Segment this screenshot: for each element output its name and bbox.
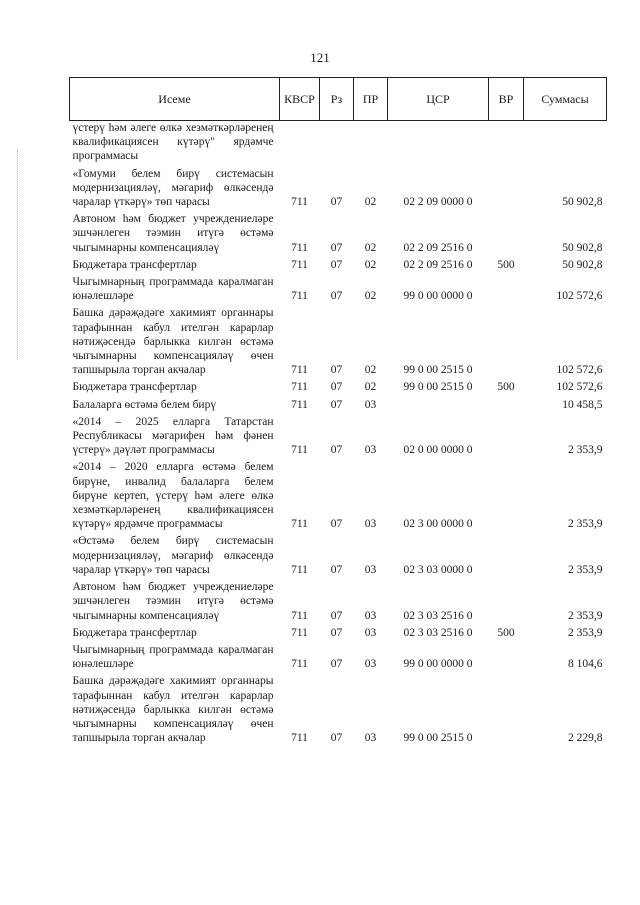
row-csr	[388, 121, 489, 164]
row-rz: 07	[330, 732, 343, 745]
budget-table-wrapper	[69, 77, 606, 745]
row-name: «2014 – 2025 елларга Татарстан Республикасы мәгарифен һәм фәнен үстерү» дәүләт программасы	[72, 415, 274, 457]
row-sum: 2 229,8	[568, 732, 603, 745]
row-name: Автоном һәм бюджет учреждениеләре эшчәнлеген тәэмин итүгә өстәмә чыгымнарны компенсацияләү	[72, 581, 274, 622]
table-row	[70, 255, 607, 272]
row-sum: 2 353,9	[568, 626, 603, 639]
row-vr	[489, 577, 524, 623]
row-pr: 03	[364, 444, 377, 457]
row-name: «Гомуми белем бирү системасын модернизацияләү, мәгариф өлкәсендә чаралар үткәрү» төп чарасы	[72, 167, 274, 209]
row-sum: 102 572,6	[556, 381, 603, 394]
row-sum: 50 902,8	[562, 196, 603, 209]
row-name: «Өстәмә белем бирү системасын модернизацияләү, мәгариф өлкәсендә чаралар үткәрү» төп чарасы	[72, 535, 274, 576]
row-name: Балаларга өстәмә белем бирү	[72, 398, 217, 411]
row-vr	[489, 209, 524, 255]
row-name: Башка дәрәҗәдәге хакимият органнары тарафыннан кабул ителгән карарлар нәтиҗәсендә барлыкка килгән өстәмә чыгымнарны компенсацияләү өчен тапшырыла торган акчалар	[72, 675, 274, 745]
row-pr: 02	[364, 241, 377, 254]
row-pr: 02	[364, 258, 377, 271]
row-kvsr: 711	[291, 258, 308, 271]
row-vr: 500	[497, 258, 515, 271]
row-csr: 99 0 00 2515 0	[403, 381, 473, 394]
row-pr: 02	[364, 381, 377, 394]
row-kvsr: 711	[291, 444, 308, 457]
row-vr	[489, 531, 524, 577]
row-vr	[489, 303, 524, 377]
row-rz: 07	[330, 258, 343, 271]
table-header	[70, 78, 607, 121]
row-rz: 07	[330, 241, 343, 254]
row-vr	[489, 272, 524, 303]
row-rz	[320, 121, 354, 164]
header-rz: Рз	[320, 78, 354, 121]
row-csr: 99 0 00 2515 0	[403, 364, 473, 377]
row-pr: 03	[364, 563, 377, 576]
page-number: 121	[310, 50, 330, 65]
row-name: Бюджетара трансфертлар	[72, 626, 197, 639]
row-kvsr: 711	[291, 196, 308, 209]
row-vr	[489, 640, 524, 671]
row-rz: 07	[330, 444, 343, 457]
row-csr: 99 0 00 0000 0	[403, 658, 473, 671]
row-rz: 07	[330, 626, 343, 639]
row-rz: 07	[330, 398, 343, 411]
table-row	[70, 412, 607, 458]
row-csr: 02 2 09 2516 0	[403, 258, 473, 271]
row-sum: 50 902,8	[562, 258, 603, 271]
row-name: Башка дәрәҗәдәге хакимият органнары тарафыннан кабул ителгән карарлар нәтиҗәсендә барлыкка килгән өстәмә чыгымнарны компенсацияләү өчен тапшырыла торган акчалар	[72, 307, 274, 377]
row-pr: 03	[364, 398, 377, 411]
row-csr: 02 3 03 2516 0	[403, 609, 473, 622]
row-csr: 02 2 09 0000 0	[403, 196, 473, 209]
row-vr	[489, 457, 524, 531]
row-vr: 500	[497, 381, 515, 394]
row-sum: 2 353,9	[568, 518, 603, 531]
row-pr	[354, 121, 388, 164]
row-sum: 102 572,6	[556, 364, 603, 377]
row-csr: 02 3 00 0000 0	[403, 518, 473, 531]
row-vr	[489, 395, 524, 412]
header-kvsr: КВСР	[280, 78, 320, 121]
row-sum: 2 353,9	[568, 609, 603, 622]
table-body	[70, 121, 607, 746]
header-sum: Суммасы	[524, 78, 607, 121]
row-kvsr: 711	[291, 732, 308, 745]
row-name: Чыгымнарның программада каралмаган юнәлешләре	[72, 276, 274, 303]
row-sum: 2 353,9	[568, 563, 603, 576]
header-pr: ПР	[354, 78, 388, 121]
row-vr: 500	[497, 626, 515, 639]
row-pr: 02	[364, 196, 377, 209]
row-sum: 2 353,9	[568, 444, 603, 457]
row-rz: 07	[330, 658, 343, 671]
row-kvsr: 711	[291, 626, 308, 639]
row-pr: 02	[364, 290, 377, 303]
row-kvsr: 711	[291, 518, 308, 531]
row-csr: 02 3 03 0000 0	[403, 563, 473, 576]
header-csr: ЦСР	[388, 78, 489, 121]
row-vr	[489, 164, 524, 210]
margin-scan-marks	[17, 150, 19, 360]
row-vr	[489, 671, 524, 745]
row-csr	[388, 395, 489, 412]
table-row	[70, 671, 607, 745]
row-name: Автоном һәм бюджет учреждениеләре эшчәнлеген тәэмин итүгә өстәмә чыгымнарны компенсацияләү	[72, 213, 274, 254]
row-vr	[489, 412, 524, 458]
row-rz: 07	[330, 196, 343, 209]
row-name: Бюджетара трансфертлар	[72, 381, 197, 394]
row-sum: 8 104,6	[568, 658, 603, 671]
row-kvsr: 711	[291, 563, 308, 576]
row-rz: 07	[330, 364, 343, 377]
table-row	[70, 121, 607, 164]
row-csr: 99 0 00 2515 0	[403, 732, 473, 745]
table-row	[70, 623, 607, 640]
table-row	[70, 457, 607, 531]
budget-table	[69, 77, 607, 745]
row-sum: 102 572,6	[556, 290, 603, 303]
table-row	[70, 164, 607, 210]
row-rz: 07	[330, 563, 343, 576]
header-vr: ВР	[489, 78, 524, 121]
header-name: Исеме	[70, 78, 280, 121]
row-rz: 07	[330, 609, 343, 622]
row-pr: 03	[364, 609, 377, 622]
row-name: Чыгымнарның программада каралмаган юнәлешләре	[72, 643, 274, 671]
row-sum	[524, 121, 607, 164]
table-row	[70, 272, 607, 303]
row-csr: 02 0 00 0000 0	[403, 444, 473, 457]
row-kvsr: 711	[291, 241, 308, 254]
row-pr: 02	[364, 364, 377, 377]
row-kvsr: 711	[291, 398, 308, 411]
row-pr: 03	[364, 626, 377, 639]
row-kvsr: 711	[291, 658, 308, 671]
row-rz: 07	[330, 381, 343, 394]
table-row	[70, 303, 607, 377]
table-row	[70, 640, 607, 671]
row-kvsr	[280, 121, 320, 164]
row-vr	[489, 121, 524, 164]
table-row	[70, 531, 607, 577]
row-kvsr: 711	[291, 290, 308, 303]
row-kvsr: 711	[291, 381, 308, 394]
row-kvsr: 711	[291, 364, 308, 377]
row-csr: 02 3 03 2516 0	[403, 626, 473, 639]
row-csr: 02 2 09 2516 0	[403, 241, 473, 254]
row-sum: 50 902,8	[562, 241, 603, 254]
table-row	[70, 209, 607, 255]
row-kvsr: 711	[291, 609, 308, 622]
row-pr: 03	[364, 732, 377, 745]
row-csr: 99 0 00 0000 0	[403, 290, 473, 303]
row-name: үстерү һәм әлеге өлкә хезмәткәрләренең квалификациясен күтәрү" ярдәмче программасы	[72, 122, 274, 163]
row-sum: 10 458,5	[562, 398, 603, 411]
row-pr: 03	[364, 518, 377, 531]
table-row	[70, 377, 607, 394]
row-pr: 03	[364, 658, 377, 671]
row-rz: 07	[330, 518, 343, 531]
table-row	[70, 395, 607, 412]
row-rz: 07	[330, 290, 343, 303]
row-name: «2014 – 2020 елларга өстәмә белем бирүне, инвалид балаларга белем бирүне кертеп, үстерү һәм әлеге өлкә хезмәткәрләренең квалификациясен күтәрү» ярдәмче программасы	[72, 461, 274, 531]
table-row	[70, 577, 607, 623]
row-name: Бюджетара трансфертлар	[72, 258, 197, 271]
